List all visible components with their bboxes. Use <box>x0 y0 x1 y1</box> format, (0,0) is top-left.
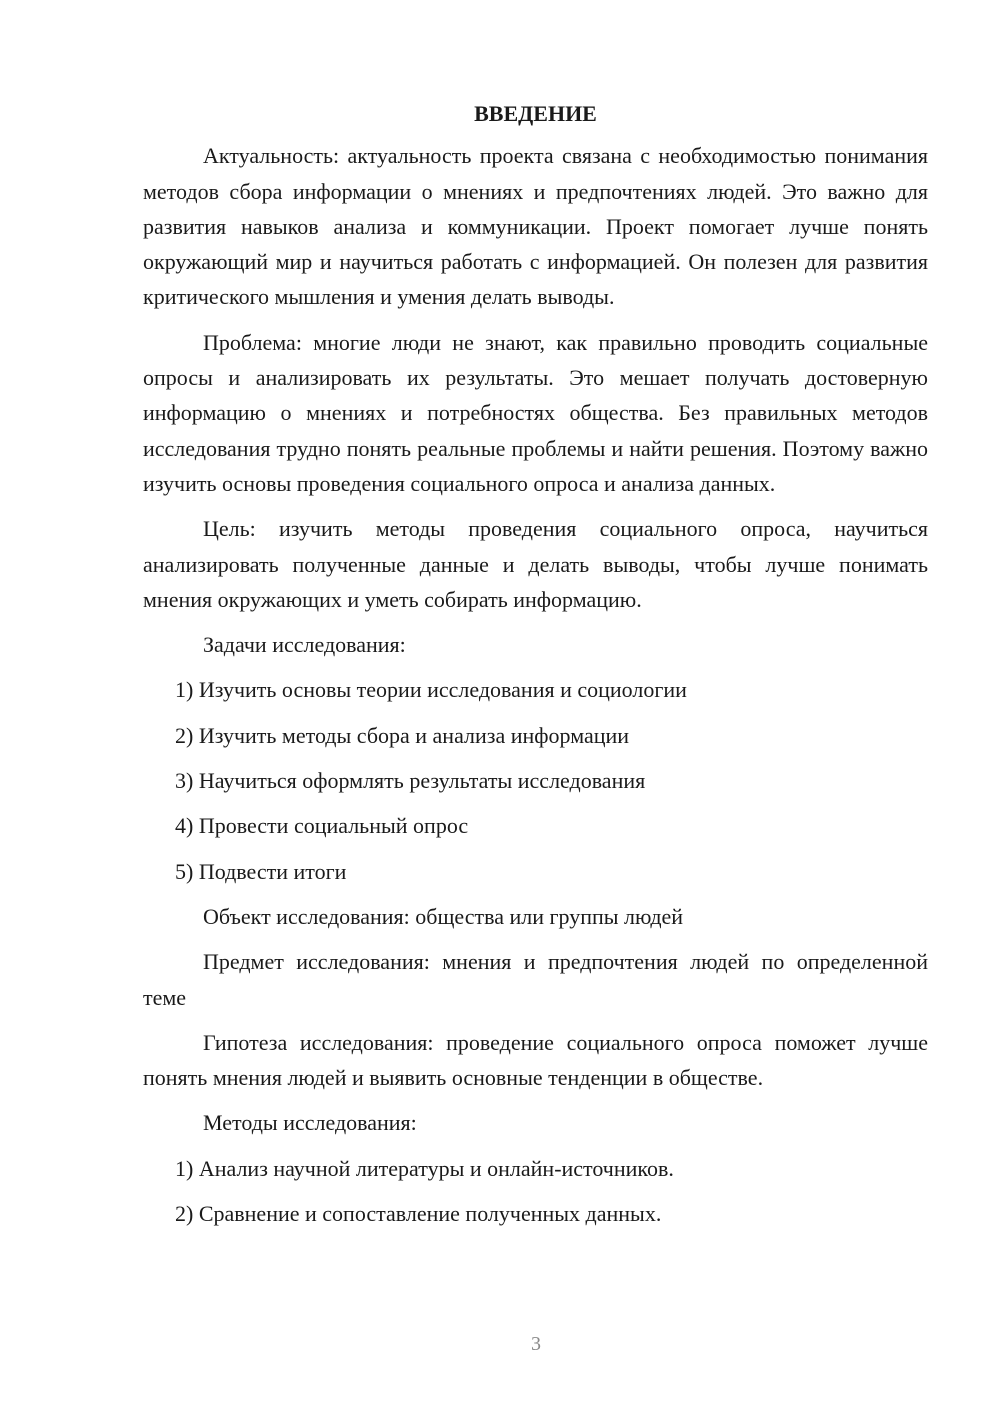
hypothesis-paragraph: Гипотеза исследования: проведение социального опроса поможет лучше понять мнения людей и выявить основные тенденции в обществе. <box>143 1029 928 1091</box>
list-item: 1) Изучить основы теории исследования и социологии <box>175 677 687 703</box>
section-title: ВВЕДЕНИЕ <box>474 101 597 126</box>
list-item: 5) Подвести итоги <box>175 858 347 884</box>
list-item: 1) Анализ научной литературы и онлайн-источников. <box>175 1155 674 1181</box>
goal-paragraph: Цель: изучить методы проведения социального опроса, научиться анализировать полученные данные и делать выводы, чтобы лучше понимать мнения окружающих и уметь собирать информацию. <box>143 516 928 612</box>
tasks-heading: Задачи исследования: <box>203 632 406 658</box>
list-item: 2) Сравнение и сопоставление полученных данных. <box>175 1201 662 1227</box>
subject-paragraph: Предмет исследования: мнения и предпочтения людей по определенной теме <box>143 949 928 1010</box>
list-item: 4) Провести социальный опрос <box>175 813 469 839</box>
list-item: 2) Изучить методы сбора и анализа информации <box>175 722 630 748</box>
page-number: 3 <box>531 1333 541 1355</box>
methods-list <box>175 1151 928 1232</box>
problem-paragraph: Проблема: многие люди не знают, как правильно проводить социальные опросы и анализировать их результаты. Это мешает получать достоверную информацию о мнениях и потребностях общества. Без правильных методов исследования трудно понять реальные проблемы и найти решения. Поэтому важно изучить основы проведения социального опроса и анализа данных. <box>143 329 928 496</box>
list-item: 3) Научиться оформлять результаты исследования <box>175 768 646 794</box>
document-page <box>143 96 928 1241</box>
methods-heading: Методы исследования: <box>203 1110 417 1136</box>
tasks-list <box>175 672 928 888</box>
object-paragraph: Объект исследования: общества или группы людей <box>203 903 684 929</box>
relevance-paragraph: Актуальность: актуальность проекта связана с необходимостью понимания методов сбора информации о мнениях и предпочтениях людей. Это важно для развития навыков анализа и коммуникации. Проект помогает лучше понять окружающий мир и научиться работать с информацией. Он полезен для развития критического мышления и умения делать выводы. <box>143 143 928 310</box>
